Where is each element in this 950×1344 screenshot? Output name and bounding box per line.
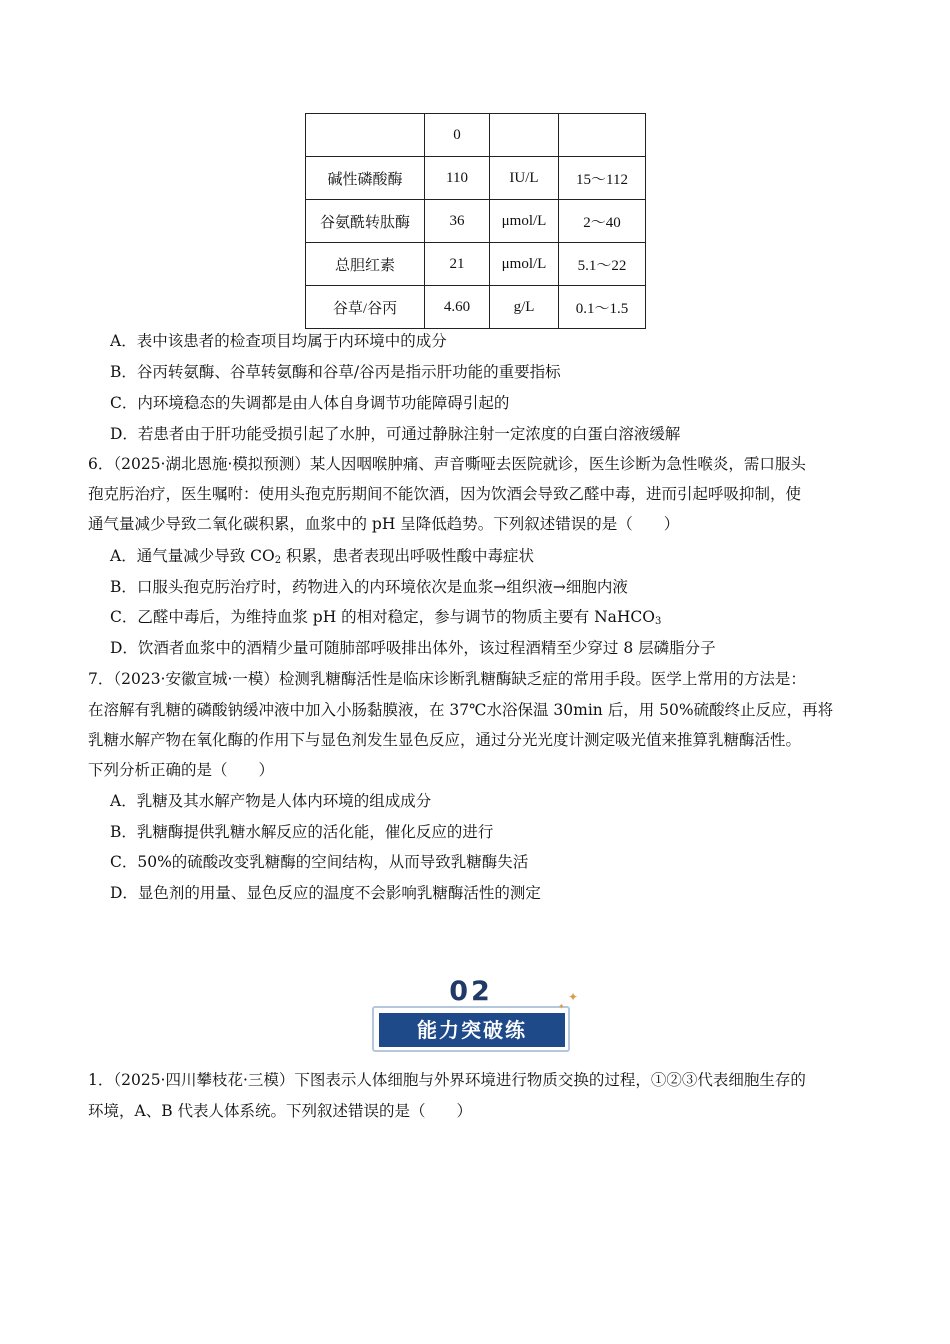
table-cell: 5.1～22	[559, 243, 646, 286]
table-row	[306, 200, 646, 243]
section-number: 02	[449, 976, 493, 1007]
q6-stem-line: 通气量减少导致二氧化碳积累，血浆中的 pH 呈降低趋势。下列叙述错误的是（ ）	[88, 515, 680, 533]
lab-results-table	[305, 113, 646, 329]
q6-option-d: D．饮酒者血浆中的酒精少量可随肺部呼吸排出体外，该过程酒精至少穿过 8 层磷脂分子	[110, 639, 716, 657]
table-cell: 110	[425, 157, 490, 200]
table-row	[306, 157, 646, 200]
table-cell: 15～112	[559, 157, 646, 200]
q7-option-c: C．50%的硫酸改变乳糖酶的空间结构，从而导致乳糖酶失活	[110, 853, 529, 871]
option-text: 积累，患者表现出呼吸性酸中毒症状	[281, 547, 535, 565]
table-row	[306, 286, 646, 329]
table-cell: 谷草/谷丙	[306, 286, 425, 329]
table-cell: 碱性磷酸酶	[306, 157, 425, 200]
table-cell: g/L	[490, 286, 559, 329]
q6-option-b: B．口服头孢克肟治疗时，药物进入的内环境依次是血浆→组织液→细胞内液	[110, 578, 628, 596]
table-cell	[490, 114, 559, 157]
q6-option-c	[110, 607, 661, 632]
table-cell: μmol/L	[490, 243, 559, 286]
subscript: 3	[654, 616, 662, 627]
table-cell: 21	[425, 243, 490, 286]
table-cell: 2～40	[559, 200, 646, 243]
sparkle-icon: ✦	[558, 1002, 565, 1011]
table-cell: μmol/L	[490, 200, 559, 243]
section-title: 能力突破练	[379, 1013, 565, 1047]
q7-stem-line: 乳糖水解产物在氧化酶的作用下与显色剂发生显色反应，通过分光光度计测定吸光值来推算乳糖酶活性。	[88, 731, 802, 749]
q7-option-a: A．乳糖及其水解产物是人体内环境的组成成分	[110, 792, 432, 810]
q7-stem-line: 在溶解有乳糖的磷酸钠缓冲液中加入小肠黏膜液，在 37℃水浴保温 30min 后，用 50%硫酸终止反应，再将	[88, 701, 834, 719]
table-cell	[559, 114, 646, 157]
q6-stem-line: 6．（2025·湖北恩施·模拟预测）某人因咽喉肿痛、声音嘶哑去医院就诊，医生诊断为急性喉炎，需口服头	[88, 455, 806, 473]
q5-option-b: B．谷丙转氨酶、谷草转氨酶和谷草/谷丙是指示肝功能的重要指标	[110, 363, 561, 381]
option-text: C．乙醛中毒后，为维持血浆 pH 的相对稳定，参与调节的物质主要有 NaHCO	[110, 608, 655, 626]
q7-option-b: B．乳糖酶提供乳糖水解反应的活化能，催化反应的进行	[110, 823, 494, 841]
q5-option-a: A．表中该患者的检查项目均属于内环境中的成分	[110, 332, 447, 350]
table-cell	[306, 114, 425, 157]
table-cell: IU/L	[490, 157, 559, 200]
table-cell: 4.60	[425, 286, 490, 329]
q7-stem-line: 7．（2023·安徽宣城·一模）检测乳糖酶活性是临床诊断乳糖酶缺乏症的常用手段。医学上常用的方法是：	[88, 670, 806, 688]
table-cell: 总胆红素	[306, 243, 425, 286]
table-row	[306, 114, 646, 157]
option-text: A．通气量减少导致 CO	[110, 547, 275, 565]
section-badge	[372, 976, 582, 1056]
q1-stem-line: 1．（2025·四川攀枝花·三模）下图表示人体细胞与外界环境进行物质交换的过程，①②③代表细胞生存的	[88, 1071, 806, 1089]
table-cell: 0.1～1.5	[559, 286, 646, 329]
q5-option-c: C．内环境稳态的失调都是由人体自身调节功能障碍引起的	[110, 394, 510, 412]
q1-stem-line: 环境，A、B 代表人体系统。下列叙述错误的是（ ）	[88, 1102, 473, 1120]
table-cell: 0	[425, 114, 490, 157]
q6-stem-line: 孢克肟治疗，医生嘱咐：使用头孢克肟期间不能饮酒，因为饮酒会导致乙醛中毒，进而引起呼吸抑制，使	[88, 485, 802, 503]
subscript: 2	[274, 555, 282, 566]
q7-option-d: D．显色剂的用量、显色反应的温度不会影响乳糖酶活性的测定	[110, 884, 541, 902]
table-cell: 36	[425, 200, 490, 243]
q6-option-a	[110, 546, 534, 571]
sparkle-icon: ✦	[568, 990, 579, 1004]
table-cell: 谷氨酰转肽酶	[306, 200, 425, 243]
table-row	[306, 243, 646, 286]
q7-stem-line: 下列分析正确的是（ ）	[88, 761, 275, 779]
q5-option-d: D．若患者由于肝功能受损引起了水肿，可通过静脉注射一定浓度的白蛋白溶液缓解	[110, 425, 681, 443]
